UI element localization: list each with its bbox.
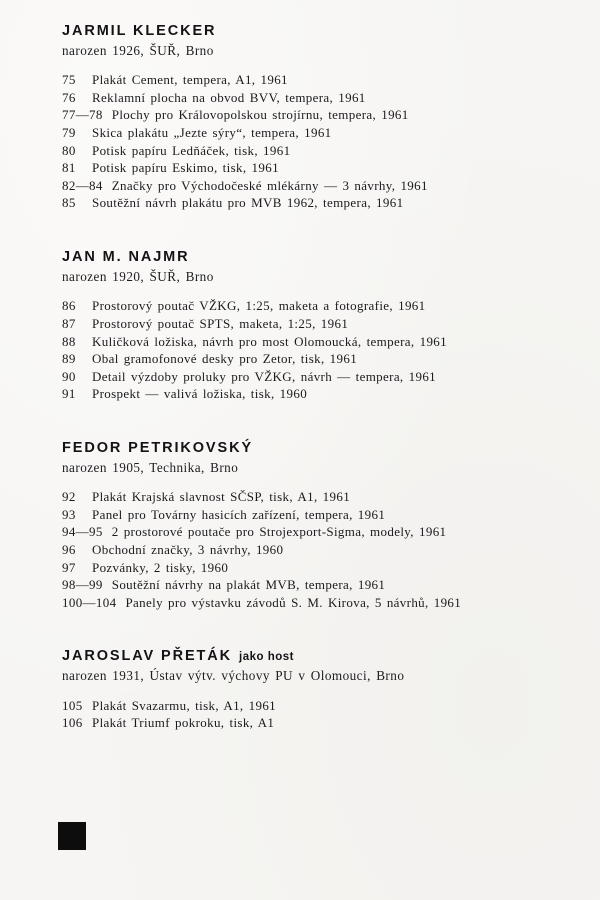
work-list-item bbox=[62, 541, 562, 559]
work-title: Obal gramofonové desky pro Zetor, tisk, 1961 bbox=[92, 351, 358, 367]
work-list-item bbox=[62, 594, 562, 612]
work-number: 105 bbox=[62, 697, 83, 713]
artist-name-text: JAROSLAV PŘETÁK bbox=[62, 648, 233, 665]
work-title: Skica plakátu „Jezte sýry“, tempera, 1961 bbox=[92, 125, 332, 141]
work-list-item bbox=[62, 350, 562, 368]
work-number: 82—84 bbox=[62, 177, 103, 193]
work-number: 89 bbox=[62, 351, 76, 367]
work-list-item bbox=[62, 142, 562, 160]
work-number: 92 bbox=[62, 489, 76, 505]
artist-name bbox=[62, 647, 562, 665]
colophon-square-mark bbox=[58, 822, 86, 850]
work-number: 86 bbox=[62, 298, 76, 314]
work-number: 80 bbox=[62, 142, 76, 158]
work-list-item bbox=[62, 106, 562, 124]
artist-name bbox=[62, 248, 562, 266]
artist-born-line: narozen 1920, ŠUŘ, Brno bbox=[62, 269, 214, 285]
work-number: 90 bbox=[62, 368, 76, 384]
work-number: 91 bbox=[62, 386, 76, 402]
work-number: 98—99 bbox=[62, 577, 103, 593]
artist-section bbox=[62, 439, 562, 611]
work-title: Plakát Cement, tempera, A1, 1961 bbox=[92, 72, 288, 88]
work-list-item bbox=[62, 559, 562, 577]
work-list-item bbox=[62, 297, 562, 315]
work-title: Panel pro Továrny hasicích zařízení, tempera, 1961 bbox=[92, 506, 386, 522]
work-title: Reklamní plocha na obvod BVV, tempera, 1961 bbox=[92, 89, 366, 105]
work-list-item bbox=[62, 488, 562, 506]
artist-name-text: FEDOR PETRIKOVSKÝ bbox=[62, 439, 254, 456]
catalog-sections bbox=[62, 22, 562, 732]
work-number: 81 bbox=[62, 160, 76, 176]
work-number: 93 bbox=[62, 506, 76, 522]
work-number: 75 bbox=[62, 72, 76, 88]
work-title: Soutěžní návrh plakátu pro MVB 1962, tempera, 1961 bbox=[92, 195, 404, 211]
work-number: 77—78 bbox=[62, 107, 103, 123]
work-list-item bbox=[62, 385, 562, 403]
work-title: Pozvánky, 2 tisky, 1960 bbox=[92, 559, 229, 575]
work-title: Značky pro Východočeské mlékárny — 3 návrhy, 1961 bbox=[111, 177, 428, 193]
work-title: Prostorový poutač VŽKG, 1:25, maketa a fotografie, 1961 bbox=[92, 298, 426, 314]
artist-name-text: JAN M. NAJMR bbox=[62, 249, 190, 266]
work-title: 2 prostorové poutače pro Strojexport-Sigma, modely, 1961 bbox=[111, 524, 447, 540]
work-number: 88 bbox=[62, 333, 76, 349]
artist-name bbox=[62, 22, 562, 40]
work-title: Prostorový poutač SPTS, maketa, 1:25, 1961 bbox=[92, 315, 349, 331]
work-list-item bbox=[62, 124, 562, 142]
artist-name bbox=[62, 439, 562, 457]
work-title: Plakát Triumf pokroku, tisk, A1 bbox=[92, 715, 275, 731]
work-title: Detail výzdoby proluky pro VŽKG, návrh — tempera, 1961 bbox=[92, 368, 437, 384]
work-number: 79 bbox=[62, 125, 76, 141]
work-number: 96 bbox=[62, 541, 76, 557]
artist-section bbox=[62, 647, 562, 731]
work-title: Potisk papíru Ledňáček, tisk, 1961 bbox=[92, 142, 291, 158]
work-title: Kuličková ložiska, návrh pro most Olomoucká, tempera, 1961 bbox=[92, 333, 447, 349]
artist-born-line: narozen 1926, ŠUŘ, Brno bbox=[62, 43, 214, 59]
work-list bbox=[62, 697, 562, 732]
work-list-item bbox=[62, 697, 562, 715]
work-list-item bbox=[62, 159, 562, 177]
work-list-item bbox=[62, 177, 562, 195]
work-list-item bbox=[62, 523, 562, 541]
work-title: Plakát Krajská slavnost SČSP, tisk, A1, 1961 bbox=[92, 489, 351, 505]
work-title: Prospekt — valivá ložiska, tisk, 1960 bbox=[92, 386, 308, 402]
artist-born-line: narozen 1905, Technika, Brno bbox=[62, 460, 239, 475]
work-title: Potisk papíru Eskimo, tisk, 1961 bbox=[92, 160, 279, 176]
work-list bbox=[62, 297, 562, 403]
artist-born-line: narozen 1931, Ústav výtv. výchovy PU v Olomouci, Brno bbox=[62, 668, 405, 684]
work-title: Plochy pro Královopolskou strojírnu, tempera, 1961 bbox=[111, 107, 409, 123]
work-list-item bbox=[62, 506, 562, 524]
work-title: Plakát Svazarmu, tisk, A1, 1961 bbox=[92, 697, 277, 713]
artist-section bbox=[62, 248, 562, 403]
artist-guest-note: jako host bbox=[239, 651, 295, 664]
work-number: 87 bbox=[62, 315, 76, 331]
work-list-item bbox=[62, 333, 562, 351]
work-number: 97 bbox=[62, 559, 76, 575]
work-list-item bbox=[62, 368, 562, 386]
work-list-item bbox=[62, 194, 562, 212]
work-list bbox=[62, 71, 562, 212]
work-number: 100—104 bbox=[62, 594, 117, 610]
work-list-item bbox=[62, 71, 562, 89]
work-number: 94—95 bbox=[62, 524, 103, 540]
work-number: 85 bbox=[62, 195, 76, 211]
work-title: Panely pro výstavku závodů S. M. Kirova, 5 návrhů, 1961 bbox=[125, 594, 462, 610]
work-list-item bbox=[62, 714, 562, 732]
work-list-item bbox=[62, 315, 562, 333]
work-title: Obchodní značky, 3 návrhy, 1960 bbox=[92, 541, 284, 557]
work-title: Soutěžní návrhy na plakát MVB, tempera, 1961 bbox=[111, 577, 386, 593]
artist-name-text: JARMIL KLECKER bbox=[62, 23, 217, 39]
work-list-item bbox=[62, 576, 562, 594]
work-number: 106 bbox=[62, 715, 83, 731]
work-list bbox=[62, 488, 562, 611]
work-number: 76 bbox=[62, 89, 76, 105]
artist-section bbox=[62, 22, 562, 212]
work-list-item bbox=[62, 89, 562, 107]
